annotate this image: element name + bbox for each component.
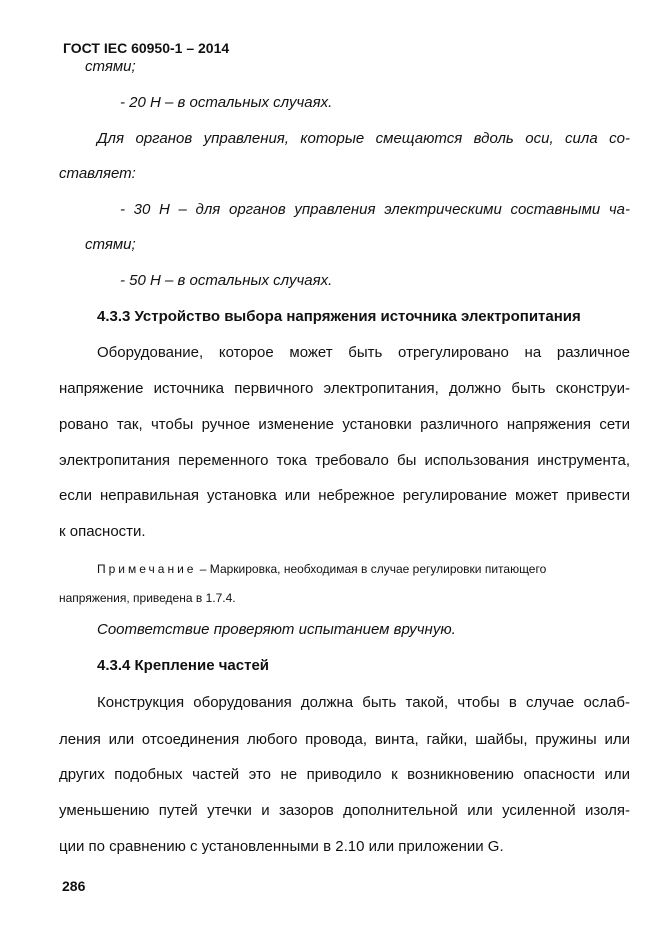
text-line: - 30 Н – для органов управления электрическими составными ча- — [120, 201, 630, 218]
text-line: - 50 Н – в остальных случаях. — [120, 272, 333, 289]
section-heading-4-3-3: 4.3.3 Устройство выбора напряжения источника электропитания — [97, 308, 581, 325]
page-number: 286 — [62, 878, 86, 894]
paragraph-line: к опасности. — [59, 523, 146, 540]
document-header: ГОСТ IEC 60950-1 – 2014 — [63, 40, 230, 56]
text-line: Для органов управления, которые смещаются вдоль оси, сила со- — [97, 130, 630, 147]
paragraph-line: ции по сравнению с установленными в 2.10 или приложении G. — [59, 838, 504, 855]
paragraph-line: Конструкция оборудования должна быть такой, чтобы в случае ослаб- — [97, 694, 630, 711]
verification-line: Соответствие проверяют испытанием вручную. — [97, 621, 456, 638]
note-text: – Маркировка, необходимая в случае регулировки питающего — [196, 562, 547, 576]
paragraph-line: ления или отсоединения любого провода, винта, гайки, шайбы, пружины или — [59, 731, 630, 748]
text-line: стями; — [85, 58, 136, 75]
paragraph-line: Оборудование, которое может быть отрегулировано на различное — [97, 344, 630, 361]
paragraph-line: напряжение источника первичного электропитания, должно быть сконструи- — [59, 380, 630, 397]
note-line — [97, 560, 630, 578]
paragraph-line: ровано так, чтобы ручное изменение установки различного напряжения сети — [59, 416, 630, 433]
paragraph-line: уменьшению путей утечки и зазоров дополнительной или усиленной изоля- — [59, 802, 630, 819]
paragraph-line: электропитания переменного тока требовало бы использования инструмента, — [59, 452, 630, 469]
note-line: напряжения, приведена в 1.7.4. — [59, 591, 236, 605]
paragraph-line: если неправильная установка или небрежное регулирование может привести — [59, 487, 630, 504]
text-line: стями; — [85, 236, 136, 253]
text-line: - 20 Н – в остальных случаях. — [120, 94, 333, 111]
text-line: ставляет: — [59, 165, 136, 182]
section-heading-4-3-4: 4.3.4 Крепление частей — [97, 657, 270, 674]
paragraph-line: других подобных частей это не приводило к возникновению опасности или — [59, 766, 630, 783]
note-label: Примечание — [97, 562, 197, 576]
